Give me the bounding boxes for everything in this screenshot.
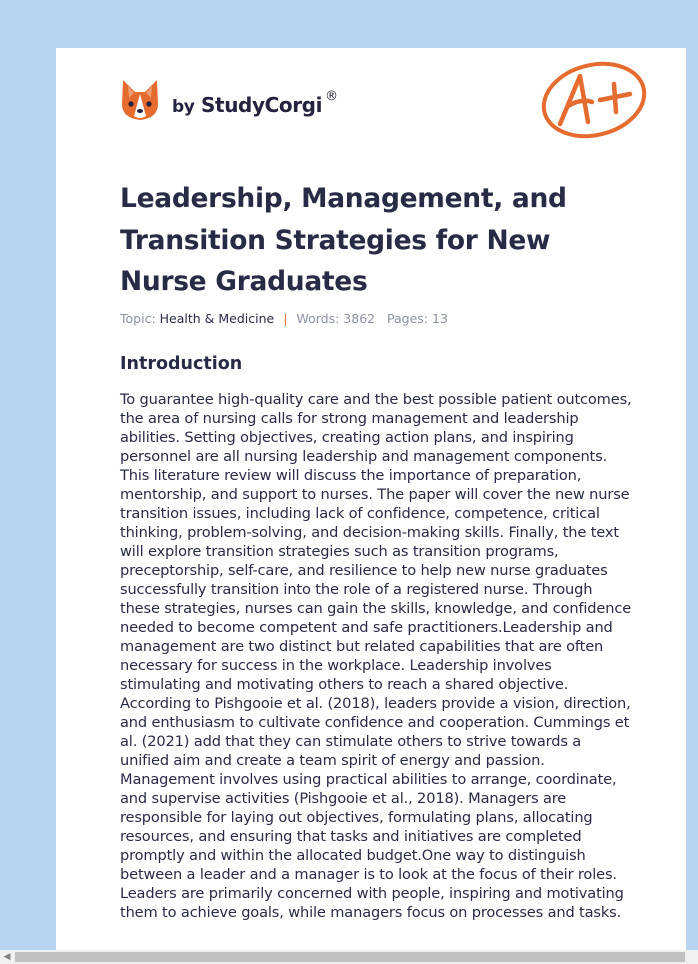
grade-a-plus-badge xyxy=(538,58,648,140)
scroll-left-arrow-icon[interactable]: ◀ xyxy=(3,952,11,962)
document-title: Leadership, Management, and Transition Strategies for New Nurse Graduates xyxy=(120,183,567,297)
pages-count: 13 xyxy=(432,311,448,326)
document-page xyxy=(56,48,686,964)
registered-mark: ® xyxy=(325,89,338,104)
document-body-text: To guarantee high-quality care and the best possible patient outcomes, the area of nursing calls for strong management and leadership abilities. Setting objectives, creating action plans, and inspiring personnel are all nursing leadership and management components. This literature review will discuss the importance of preparation, mentorship, and support to nurses. The paper will cover the new nurse transition issues, including lack of confidence, competence, critical thinking, problem-solving, and decision-making skills. Finally, the text will explore transition strategies such as transition programs, preceptorship, self-care, and resilience to help new nurse graduates successfully transition into the role of a registered nurse. Through these strategies, nurses can gain the skills, knowledge, and confidence needed to become competent and safe practitioners.Leadership and management are two distinct but related capabilities that are often necessary for success in the workplace. Leadership involves stimulating and motivating others to reach a shared objective. According to Pishgooie et al. (2018), leaders provide a vision, direction, and enthusiasm to cultivate confidence and cooperation. Cummings et al. (2021) add that they can stimulate others to strive towards a unified aim and create a team spirit of energy and passion. Management involves using practical abilities to arrange, coordinate, and supervise activities (Pishgooie et al., 2018). Managers are responsible for laying out objectives, formulating plans, allocating resources, and ensuring that tasks and initiatives are completed promptly and within the allocated budget.One way to distinguish between a leader and a manager is to look at the focus of their roles. Leaders are primarily concerned with people, inspiring and motivating them to achieve goals, while managers focus on processes and tasks. xyxy=(120,391,632,921)
horizontal-scrollbar[interactable] xyxy=(0,950,698,964)
studycorgi-logo[interactable] xyxy=(120,76,338,124)
pages-label: Pages: xyxy=(387,311,429,326)
section-heading-introduction: Introduction xyxy=(120,354,243,374)
words-count: 3862 xyxy=(343,311,376,326)
topic-label: Topic: xyxy=(120,311,156,326)
scrollbar-thumb[interactable] xyxy=(15,952,685,962)
topic-link[interactable]: Health & Medicine xyxy=(159,311,275,326)
meta-separator: | xyxy=(283,311,288,326)
brand-wordmark xyxy=(172,89,338,117)
brand-name: StudyCorgi xyxy=(201,93,323,117)
brand-by: by xyxy=(172,97,195,117)
corgi-icon xyxy=(120,78,160,122)
words-label: Words: xyxy=(296,311,340,326)
document-meta xyxy=(120,311,448,326)
